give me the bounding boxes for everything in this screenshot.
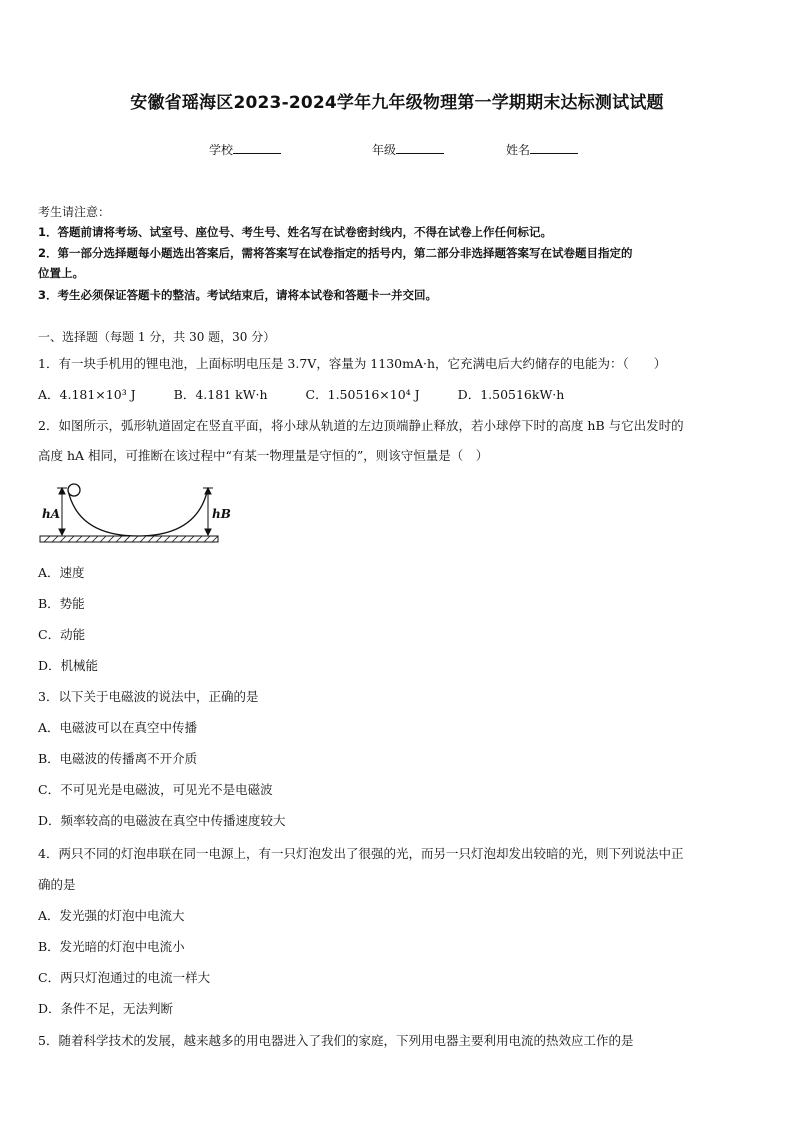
q3-option-b[interactable]: B．电磁波的传播离不开介质 (38, 751, 198, 766)
question-1-options (38, 385, 598, 403)
q2-option-d[interactable]: D．机械能 (38, 658, 99, 673)
question-4-stem-line2: 确的是 (38, 877, 76, 892)
q2-option-a[interactable]: A．速度 (38, 565, 85, 580)
grade-blank[interactable] (396, 142, 444, 154)
question-3-stem: 3．以下关于电磁波的说法中，正确的是 (38, 689, 259, 704)
track-figure (38, 480, 231, 550)
question-4-stem-line1: 4．两只不同的灯泡串联在同一电源上，有一只灯泡发出了很强的光，而另一只灯泡却发出较暗的光，则下列说法中正 (38, 846, 684, 861)
school-blank[interactable] (233, 142, 281, 154)
school-field (209, 141, 281, 158)
question-5-stem: 5．随着科学技术的发展，越来越多的用电器进入了我们的家庭，下列用电器主要利用电流的热效应工作的是 (38, 1033, 634, 1048)
q4-option-c[interactable]: C．两只灯泡通过的电流一样大 (38, 970, 211, 985)
name-label: 姓名 (506, 143, 531, 157)
label-hb: hB (212, 507, 231, 521)
q2-option-b[interactable]: B．势能 (38, 596, 85, 611)
arc-track (68, 488, 208, 536)
school-label: 学校 (209, 143, 234, 157)
ball (68, 484, 80, 496)
question-2-stem-line1: 2．如图所示，弧形轨道固定在竖直平面，将小球从轨道的左边顶端静止释放，若小球停下时的高度 hB 与它出发时的 (38, 418, 684, 433)
grade-label: 年级 (372, 143, 397, 157)
page-title: 安徽省瑶海区2023-2024学年九年级物理第一学期期末达标测试试题 (130, 93, 664, 113)
q1-option-d[interactable]: D．1.50516kW·h (457, 387, 565, 402)
name-field (506, 141, 578, 158)
notice-heading: 考生请注意： (38, 205, 111, 219)
section-title: 一、选择题（每题 1 分，共 30 题，30 分） (38, 330, 276, 344)
notice-item-3: 3．考生必须保证答题卡的整洁。考试结束后，请将本试卷和答题卡一并交回。 (38, 288, 437, 302)
notice-item-2-cont: 位置上。 (38, 266, 84, 280)
question-2-stem-line2: 高度 hA 相同，可推断在该过程中“有某一物理量是守恒的”，则该守恒量是（ ） (38, 448, 489, 463)
notice-item-1: 1．答题前请将考场、试室号、座位号、考生号、姓名写在试卷密封线内，不得在试卷上作任何标记。 (38, 225, 552, 239)
q3-option-a[interactable]: A．电磁波可以在真空中传播 (38, 720, 198, 735)
label-ha: hA (42, 507, 61, 521)
name-blank[interactable] (530, 142, 578, 154)
question-1-stem: 1．有一块手机用的锂电池，上面标明电压是 3.7V，容量为 1130mA·h，它充满电后大约储存的电能为：（ ） (38, 356, 667, 371)
q2-option-c[interactable]: C．动能 (38, 627, 86, 642)
q4-option-d[interactable]: D．条件不足，无法判断 (38, 1001, 174, 1016)
q4-option-a[interactable]: A．发光强的灯泡中电流大 (38, 908, 185, 923)
notice-item-2: 2．第一部分选择题每小题选出答案后，需将答案写在试卷指定的括号内，第二部分非选择题答案写在试卷题目指定的 (38, 246, 633, 260)
q1-option-c[interactable]: C．1.50516×10⁴ J (305, 387, 420, 402)
q3-option-d[interactable]: D．频率较高的电磁波在真空中传播速度较大 (38, 813, 286, 828)
q4-option-b[interactable]: B．发光暗的灯泡中电流小 (38, 939, 185, 954)
q3-option-c[interactable]: C．不可见光是电磁波，可见光不是电磁波 (38, 782, 273, 797)
q1-option-a[interactable]: A．4.181×10³ J (38, 387, 136, 402)
q1-option-b[interactable]: B．4.181 kW·h (173, 387, 268, 402)
grade-field (372, 141, 444, 158)
